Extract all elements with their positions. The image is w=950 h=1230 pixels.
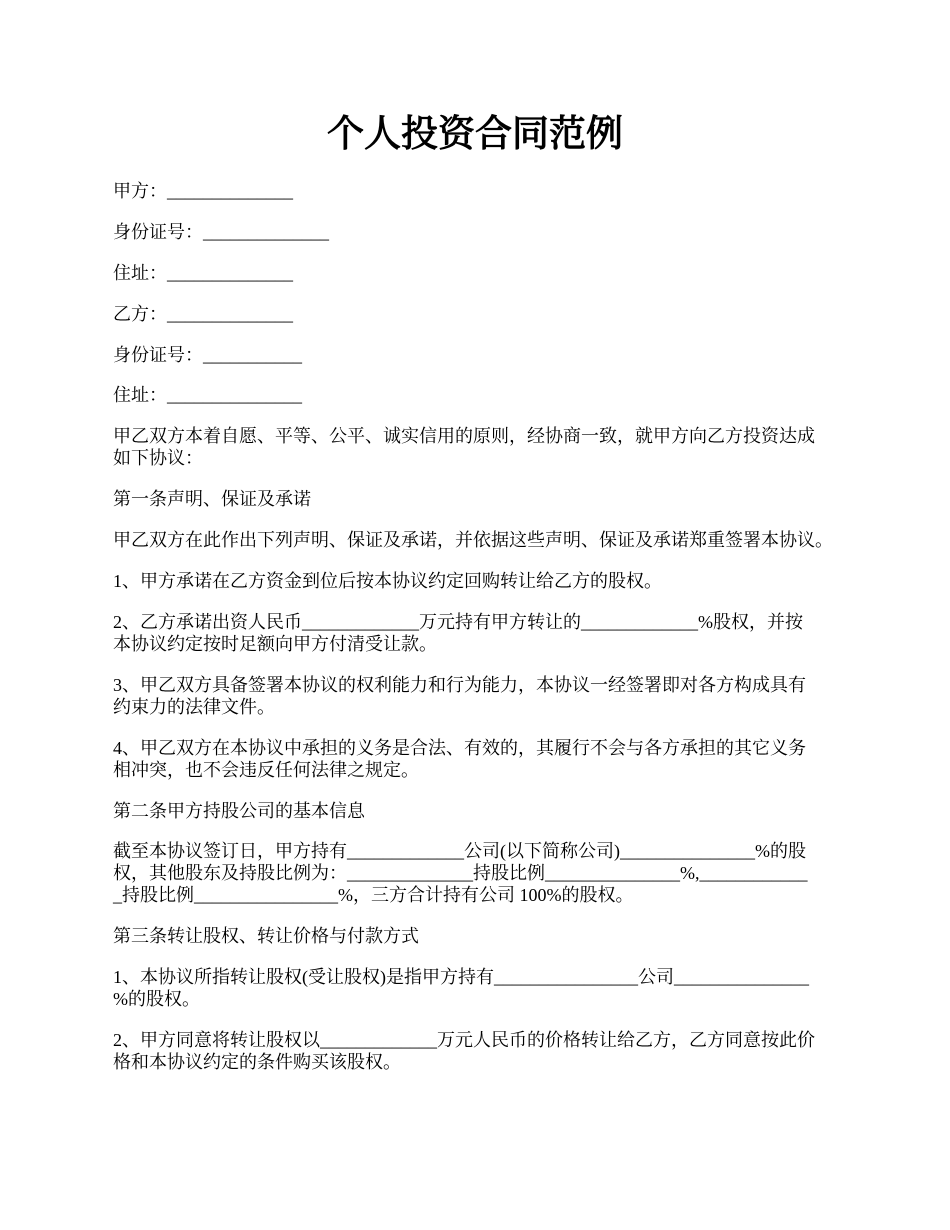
party-a-field: 甲方：______________	[113, 181, 293, 201]
article-1-heading: 第一条声明、保证及承诺	[113, 489, 311, 510]
article-2-body: 截至本协议签订日，甲方持有_____________公司(以下简称公司)_______________%的股 权，其他股东及持股比例为：______________持股比例_______________%,____________ _持股比例________________%，三方合计持有公司 100%的股权。	[113, 841, 808, 906]
article-1-clause-1: 1、甲方承诺在乙方资金到位后按本协议约定回购转让给乙方的股权。	[113, 571, 662, 592]
document-body	[113, 180, 873, 1092]
article-1-intro: 甲乙双方在此作出下列声明、保证及承诺，并依据这些声明、保证及承诺郑重签署本协议。	[113, 530, 833, 551]
article-3-heading: 第三条转让股权、转让价格与付款方式	[113, 926, 419, 947]
party-b-address-field: 住址：_______________	[113, 385, 302, 406]
preamble-paragraph: 甲乙双方本着自愿、平等、公平、诚实信用的原则，经协商一致，就甲方向乙方投资达成 如下协议：	[113, 426, 815, 469]
party-b-id-field: 身份证号：___________	[113, 344, 302, 365]
article-1-clause-4: 4、甲乙双方在本协议中承担的义务是合法、有效的，其履行不会与各方承担的其它义务 相冲突，也不会违反任何法律之规定。	[113, 737, 806, 780]
party-b-field: 乙方：______________	[113, 303, 293, 324]
article-3-clause-1: 1、本协议所指转让股权(受让股权)是指甲方持有________________公司_______________ %的股权。	[113, 967, 809, 1010]
party-a-address-field: 住址：______________	[113, 262, 293, 283]
article-1-clause-2: 2、乙方承诺出资人民币_____________万元持有甲方转让的_____________%股权，并按 本协议约定按时足额向甲方付清受让款。	[113, 611, 803, 654]
article-2-heading: 第二条甲方持股公司的基本信息	[113, 800, 365, 821]
document-title: 个人投资合同范例	[327, 114, 623, 155]
party-a-id-field: 身份证号：______________	[113, 221, 329, 242]
article-3-clause-2: 2、甲方同意将转让股权以_____________万元人民币的价格转让给乙方，乙方同意按此价 格和本协议约定的条件购买该股权。	[113, 1030, 815, 1073]
article-1-clause-3: 3、甲乙双方具备签署本协议的权利能力和行为能力，本协议一经签署即对各方构成具有 约束力的法律文件。	[113, 674, 806, 717]
